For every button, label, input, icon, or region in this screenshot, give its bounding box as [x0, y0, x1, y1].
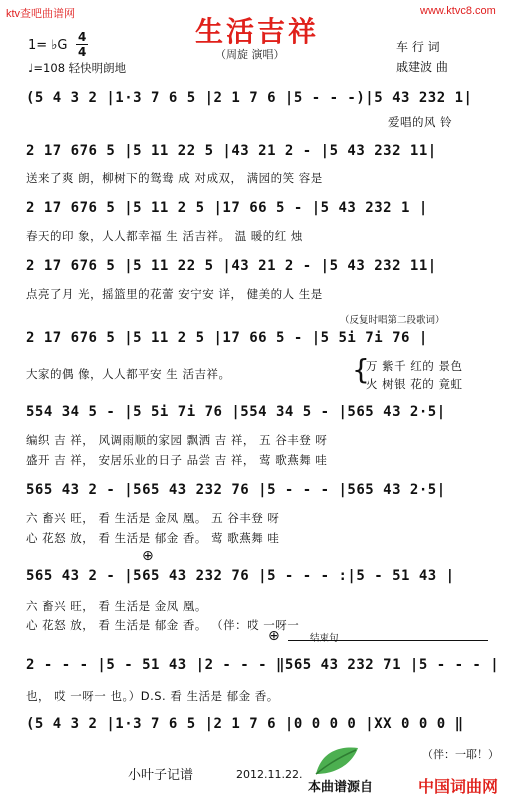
score-line-3-lyrics: 春天的印 象，人人都幸福 生 活吉祥。 温 暖的红 烛 — [26, 229, 303, 243]
lyricist-credit: 车 行 词 — [396, 40, 440, 54]
score-line-8-lyrics-2: 心 花怒 放， 看 生活是 郁金 香。 （伴：哎 一呀一 — [26, 618, 300, 632]
score-line-5-notes: 2 17 676 5 |5 11 2 5 |17 66 5 - |5 5i 7i 76 | — [26, 330, 428, 346]
key-signature: 1= ♭G — [28, 38, 68, 53]
score-line-5-verse2: 火 树银 花的 竟虹 — [366, 377, 463, 391]
coda-sign-2-icon: ⊕ — [268, 628, 280, 644]
score-line-5-lyrics: 大家的偶 像，人人都平安 生 活吉祥。 — [26, 367, 231, 381]
score-line-2-notes: 2 17 676 5 |5 11 22 5 |43 21 2 - |5 43 232 11| — [26, 143, 437, 159]
score-line-10-notes: (5 4 3 2 |1·3 7 6 5 |2 1 7 6 |0 0 0 0 |XX 0 0 0 ‖ — [26, 716, 464, 732]
score-line-9-lyrics: 也， 哎 一呀一 也。）D.S. 看 生活是 郁金 香。 — [26, 689, 279, 703]
score-line-10-lyrics: （伴：一耶！） — [422, 748, 499, 761]
score-line-2-lyrics: 送来了爽 朗，柳树下的鸳鸯 成 对成双， 满园的笑 容是 — [26, 171, 323, 185]
score-line-6-lyrics-2: 盛开 吉 祥， 安居乐业的日子 品尝 吉 祥， 莺 歌燕舞 哇 — [26, 453, 328, 467]
score-line-6-lyrics-1: 编织 吉 祥， 风调雨顺的家园 飘洒 吉 祥， 五 谷丰登 呀 — [26, 433, 328, 447]
score-line-7-notes: 565 43 2 - |565 43 232 76 |5 - - - |565 43 2·5| — [26, 482, 446, 498]
time-signature-bottom: 4 — [78, 45, 87, 59]
source-site-logo[interactable]: 中国词曲网 — [418, 777, 499, 796]
record-date: 2012.11.22. — [236, 768, 303, 781]
time-signature-top: 4 — [78, 30, 87, 44]
song-title: 生活吉祥 — [195, 15, 320, 48]
score-line-7-lyrics-1: 六 畜兴 旺， 看 生活是 金凤 凰。 五 谷丰登 呀 — [26, 511, 280, 525]
score-line-5-verse1: 万 紫千 红的 景色 — [366, 359, 463, 373]
score-line-1-notes: (5 4 3 2 |1·3 7 6 5 |2 1 7 6 |5 - - -)|5 43 232 1| — [26, 90, 473, 106]
score-line-3-notes: 2 17 676 5 |5 11 2 5 |17 66 5 - |5 43 232 1 | — [26, 200, 428, 216]
coda-sign-icon: ⊕ — [142, 548, 154, 564]
score-line-6-notes: 554 34 5 - |5 5i 7i 76 |554 34 5 - |565 43 2·5| — [26, 404, 446, 420]
segno-repeat-note: （反复时唱第二段歌词） — [340, 315, 445, 326]
composer-credit: 戚建波 曲 — [396, 60, 448, 74]
score-line-8-notes: 565 43 2 - |565 43 232 76 |5 - - - :|5 - 51 43 | — [26, 568, 455, 584]
leaf-logo-icon — [312, 744, 362, 778]
coda-label: 结束句 — [310, 633, 339, 644]
score-line-1-lyrics: 爱唱的风 铃 — [388, 115, 453, 129]
score-line-4-lyrics: 点亮了月 光，摇篮里的花蕾 安宁安 详， 健美的人 生是 — [26, 287, 323, 301]
verse-brace: { — [352, 353, 370, 386]
watermark-right: www.ktvc8.com — [420, 5, 496, 17]
score-line-7-lyrics-2: 心 花怒 放， 看 生活是 郁金 香。 莺 歌燕舞 哇 — [26, 531, 280, 545]
recorder-credit: 小叶子记谱 — [128, 768, 194, 783]
watermark-left: ktv查吧曲谱网 — [6, 8, 76, 20]
score-line-8-lyrics-1: 六 畜兴 旺， 看 生活是 金凤 凰。 — [26, 599, 207, 613]
score-line-4-notes: 2 17 676 5 |5 11 22 5 |43 21 2 - |5 43 232 11| — [26, 258, 437, 274]
score-line-9-notes: 2 - - - |5 - 51 43 |2 - - - ‖565 43 232 71 |5 - - - | — [26, 657, 500, 673]
singer-credit: （周旋 演唱） — [215, 48, 285, 61]
tempo-marking: ♩=108 轻快明朗地 — [28, 61, 127, 75]
source-label: 本曲谱源自 — [308, 780, 374, 795]
